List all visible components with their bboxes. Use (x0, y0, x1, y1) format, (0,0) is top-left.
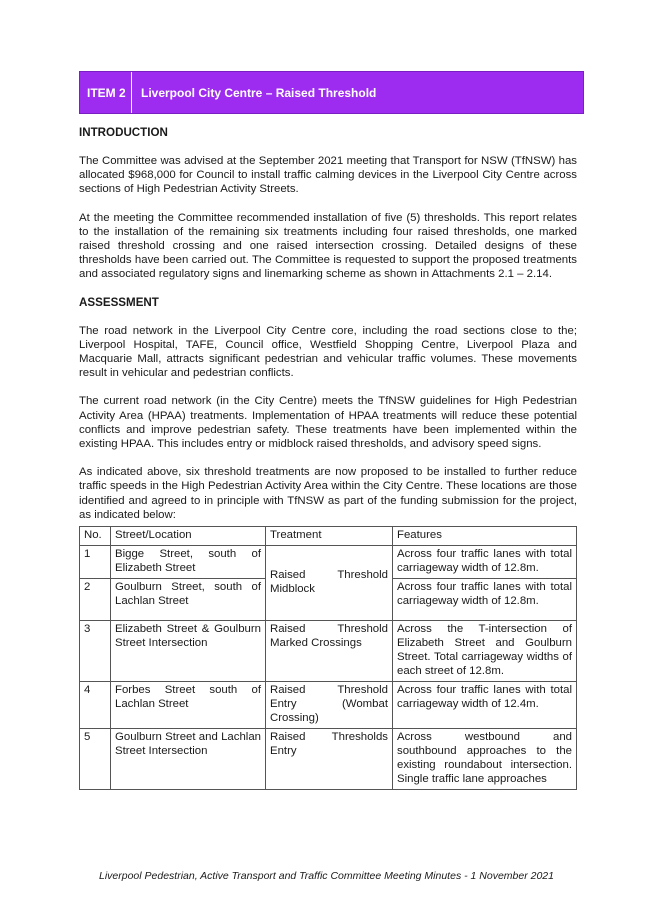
table-header-row (80, 527, 577, 546)
assessment-heading: ASSESSMENT (79, 295, 159, 309)
report-body (79, 126, 577, 790)
cell-no: 1 (80, 546, 111, 579)
item-number: ITEM 2 (80, 72, 132, 113)
cell-features: Across westbound and southbound approaches to the existing roundabout intersection. Single traffic lane approaches (393, 729, 577, 790)
item-header-bar (79, 71, 584, 114)
cell-no: 5 (80, 729, 111, 790)
cell-features: Across four traffic lanes with total carriageway width of 12.8m. (393, 546, 577, 579)
column-header-street: Street/Location (111, 527, 266, 546)
cell-street: Goulburn Street, south of Lachlan Street (111, 579, 266, 621)
assessment-paragraph-1: The road network in the Liverpool City Centre core, including the road sections close to the; Liverpool Hospital, TAFE, Council office, Westfield Shopping Centre, Liverpool Plaza and Macquarie Mall, attracts significant pedestrian and vehicular traffic volumes. These movements result in vehicular and pedestrian conflicts. (79, 324, 577, 380)
cell-street: Elizabeth Street & Goulburn Street Intersection (111, 621, 266, 682)
table-row (80, 621, 577, 682)
item-title: Liverpool City Centre – Raised Threshold (141, 85, 377, 100)
column-header-treatment: Treatment (266, 527, 393, 546)
cell-treatment: Raised Threshold Marked Crossings (266, 621, 393, 682)
table-row (80, 729, 577, 790)
assessment-paragraph-2: The current road network (in the City Centre) meets the TfNSW guidelines for High Pedestrian Activity Area (HPAA) treatments. Implementation of HPAA treatments will reduce these potential conflicts and improve pedestrian safety. These treatments have been implemented within the existing HPAA. This includes entry or midblock raised thresholds, and advisory speed signs. (79, 395, 577, 451)
table-row (80, 546, 577, 579)
cell-features: Across four traffic lanes with total carriageway width of 12.4m. (393, 682, 577, 729)
cell-treatment: Raised Threshold Entry (Wombat Crossing) (266, 682, 393, 729)
assessment-paragraph-3: As indicated above, six threshold treatments are now proposed to be installed to further reduce traffic speeds in the High Pedestrian Activity Area within the City Centre. These locations are those identified and agreed to in principle with TfNSW as part of the funding submission for the project, as indicated below: (79, 466, 577, 521)
cell-no: 2 (80, 579, 111, 621)
cell-treatment: Raised Threshold Midblock (266, 546, 393, 621)
cell-treatment: Raised Thresholds Entry (266, 729, 393, 790)
cell-features: Across four traffic lanes with total carriageway width of 12.8m. (393, 579, 577, 621)
introduction-paragraph-1: The Committee was advised at the September 2021 meeting that Transport for NSW (TfNSW) has allocated $968,000 for Council to install traffic calming devices in the Liverpool City Centre across sections of High Pedestrian Activity Streets. (79, 155, 577, 196)
column-header-features: Features (393, 527, 577, 546)
introduction-paragraph-2: At the meeting the Committee recommended installation of five (5) thresholds. This report relates to the installation of the remaining six treatments including four raised thresholds, one marked raised threshold crossing and one raised intersection crossing. Detailed designs of these thresholds have been carried out. The Committee is requested to support the proposed treatments and associated regulatory signs and linemarking scheme as shown in Attachments 2.1 – 2.14. (79, 211, 577, 281)
column-header-no: No. (80, 527, 111, 546)
cell-no: 3 (80, 621, 111, 682)
cell-street: Forbes Street south of Lachlan Street (111, 682, 266, 729)
cell-features: Across the T-intersection of Elizabeth Street and Goulburn Street. Total carriageway widths of each street of 12.8m. (393, 621, 577, 682)
cell-street: Bigge Street, south of Elizabeth Street (111, 546, 266, 579)
introduction-heading: INTRODUCTION (79, 126, 168, 139)
table-row (80, 682, 577, 729)
page-footer: Liverpool Pedestrian, Active Transport and Traffic Committee Meeting Minutes - 1 November 2021 (98, 870, 554, 882)
cell-no: 4 (80, 682, 111, 729)
threshold-treatments-table (79, 526, 577, 790)
cell-street: Goulburn Street and Lachlan Street Intersection (111, 729, 266, 790)
